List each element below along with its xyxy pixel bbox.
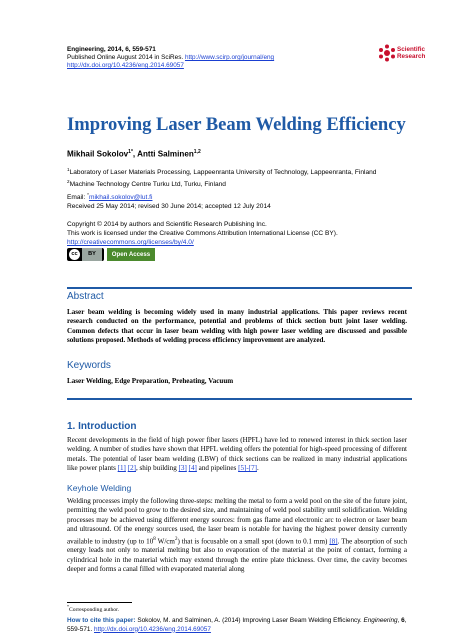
affiliation-superscript: 1 <box>67 167 70 172</box>
license-line: This work is licensed under the Creative Commons Attribution International License (CC BY). <box>67 230 338 237</box>
keywords-text: Laser Welding, Edge Preparation, Preheating, Vacuum <box>67 377 234 385</box>
author-superscript: 1* <box>128 149 133 155</box>
cc-icon: cc <box>69 249 80 260</box>
paragraph-text: . <box>257 464 259 473</box>
citation-link[interactable]: [3] <box>178 464 187 473</box>
author-name: Mikhail Sokolov <box>67 149 129 159</box>
how-to-cite-text: Sokolov, M. and Salminen, A. (2014) Improving Laser Beam Welding Efficiency. <box>137 617 364 624</box>
author-email-link[interactable]: mikhail.sokolov@lut.fi <box>88 193 153 201</box>
how-to-cite-doi-link[interactable]: http://dx.doi.org/10.4236/eng.2014.69057 <box>94 625 211 633</box>
author-superscript: 1,2 <box>193 149 201 155</box>
keyhole-welding-heading: Keyhole Welding <box>67 483 132 493</box>
citation-link[interactable]: [5]-[7] <box>238 464 257 473</box>
email-superscript: * <box>87 191 89 197</box>
citation-link[interactable]: [4] <box>188 464 197 473</box>
keywords-divider <box>67 398 412 400</box>
email-label: Email: <box>67 193 88 201</box>
abstract-text: Laser beam welding is becoming widely used in many industrial applications. This paper reviews recent research conducted on the performance, potential and problems of thick section butt joint laser welding. Common defects that occur in laser beam welding with high power laser welding are discussed and possible solutions proposed. Methods of welding process efficiency improvement are analyzed. <box>67 308 407 345</box>
abstract-divider <box>67 287 412 289</box>
keywords-heading: Keywords <box>67 360 111 371</box>
journal-header <box>67 46 274 71</box>
copyright-block <box>67 220 338 247</box>
scientific-research-logo[interactable] <box>378 44 440 64</box>
author-list <box>67 149 201 159</box>
paper-title: Improving Laser Beam Welding Efficiency <box>67 114 406 135</box>
citation-link[interactable]: [8] <box>329 536 338 545</box>
how-to-cite <box>67 617 412 634</box>
doi-link[interactable]: http://dx.doi.org/10.4236/eng.2014.69057 <box>67 62 184 70</box>
logo-line-1: Scientific <box>397 46 425 53</box>
logo-line-2: Research <box>397 53 426 60</box>
how-to-cite-label: How to cite this paper: <box>67 617 138 624</box>
abstract-heading: Abstract <box>67 291 104 302</box>
affiliations <box>67 165 376 202</box>
journal-citation-line: Engineering, 2014, 6, 559-571 <box>67 46 156 53</box>
copyright-line: Copyright © 2014 by authors and Scientific Research Publishing Inc. <box>67 221 267 228</box>
affiliation-2: Machine Technology Centre Turku Ltd, Turku, Finland <box>69 181 226 189</box>
scientific-research-logo-icon <box>378 44 396 62</box>
introduction-heading: 1. Introduction <box>67 421 137 432</box>
cc-by-badge[interactable] <box>67 248 104 261</box>
affiliation-superscript: 2 <box>67 179 70 185</box>
paragraph-text: . The absorption of such energy leads not only to material melting but also to evaporation of the material at the point of contact, forming a cylindrical hole in the material which may extend through the entire plate thickness. Over time, the cavity becomes deeper and forms a canal filled with evaporated material along <box>67 536 407 574</box>
how-to-cite-volume: 6 <box>401 617 405 624</box>
paragraph-text: W/cm <box>155 536 175 545</box>
footnote <box>67 604 119 613</box>
citation-link[interactable]: [1] <box>117 464 126 473</box>
open-access-badge[interactable]: Open Access <box>107 248 155 261</box>
by-icon: BY <box>82 248 102 261</box>
how-to-cite-journal: Engineering <box>363 617 398 624</box>
paragraph-text: Welding processes imply the following three-steps: melting the metal to form a weld pool on the site of the future joint, permitting the weld pool to grow to the desired size, and maintaining of weld pool stability until solidification. Welding processes may be achieved using different energy sources: from gas flame and electronic arc to electron or laser beam and ultrasound. Of the energy sources used, the laser beam is notable for having the highest power density currently available to industry (up to 10 <box>67 497 407 545</box>
paragraph-text: Recent developments in the field of high power fiber lasers (HPFL) have led to renewed interest in thick section laser welding. A number of studies have shown that HPFL welding offers the potential for high-speed processing of different metals. The potential of laser beam welding (LBW) of thick sections can be realized in many industrial applications like power plants <box>67 436 407 473</box>
superscript: 2 <box>174 536 178 542</box>
how-to-cite-text: , 559-571. <box>67 617 407 633</box>
footnote-superscript: * <box>67 604 69 609</box>
footnote-divider <box>67 602 132 603</box>
introduction-paragraph <box>67 436 407 474</box>
license-url-link[interactable]: http://creativecommons.org/licenses/by/4.0/ <box>67 239 194 246</box>
author-separator: , <box>132 149 138 159</box>
how-to-cite-text: , <box>397 617 402 624</box>
journal-url-link[interactable]: http://www.scirp.org/journal/eng <box>184 54 275 62</box>
received-dates: Received 25 May 2014; revised 30 June 2014; accepted 12 July 2014 <box>67 203 271 210</box>
author-name: Antti Salminen <box>137 149 194 159</box>
keyhole-paragraph <box>67 497 407 575</box>
footnote-text: Corresponding author. <box>69 606 120 613</box>
superscript: 8 <box>153 536 156 542</box>
paragraph-text: and pipelines <box>196 464 239 473</box>
paragraph-text: ) that is focusable on a small spot (down to 0.1 mm) <box>177 536 330 545</box>
citation-link[interactable]: [2] <box>127 464 136 473</box>
affiliation-1: Laboratory of Laser Materials Processing, Lappeenranta University of Technology, Lappeenranta, Finland <box>69 169 377 177</box>
paragraph-text: , ship building <box>135 464 179 473</box>
published-online-text: Published Online August 2014 in SciRes. <box>67 54 185 62</box>
